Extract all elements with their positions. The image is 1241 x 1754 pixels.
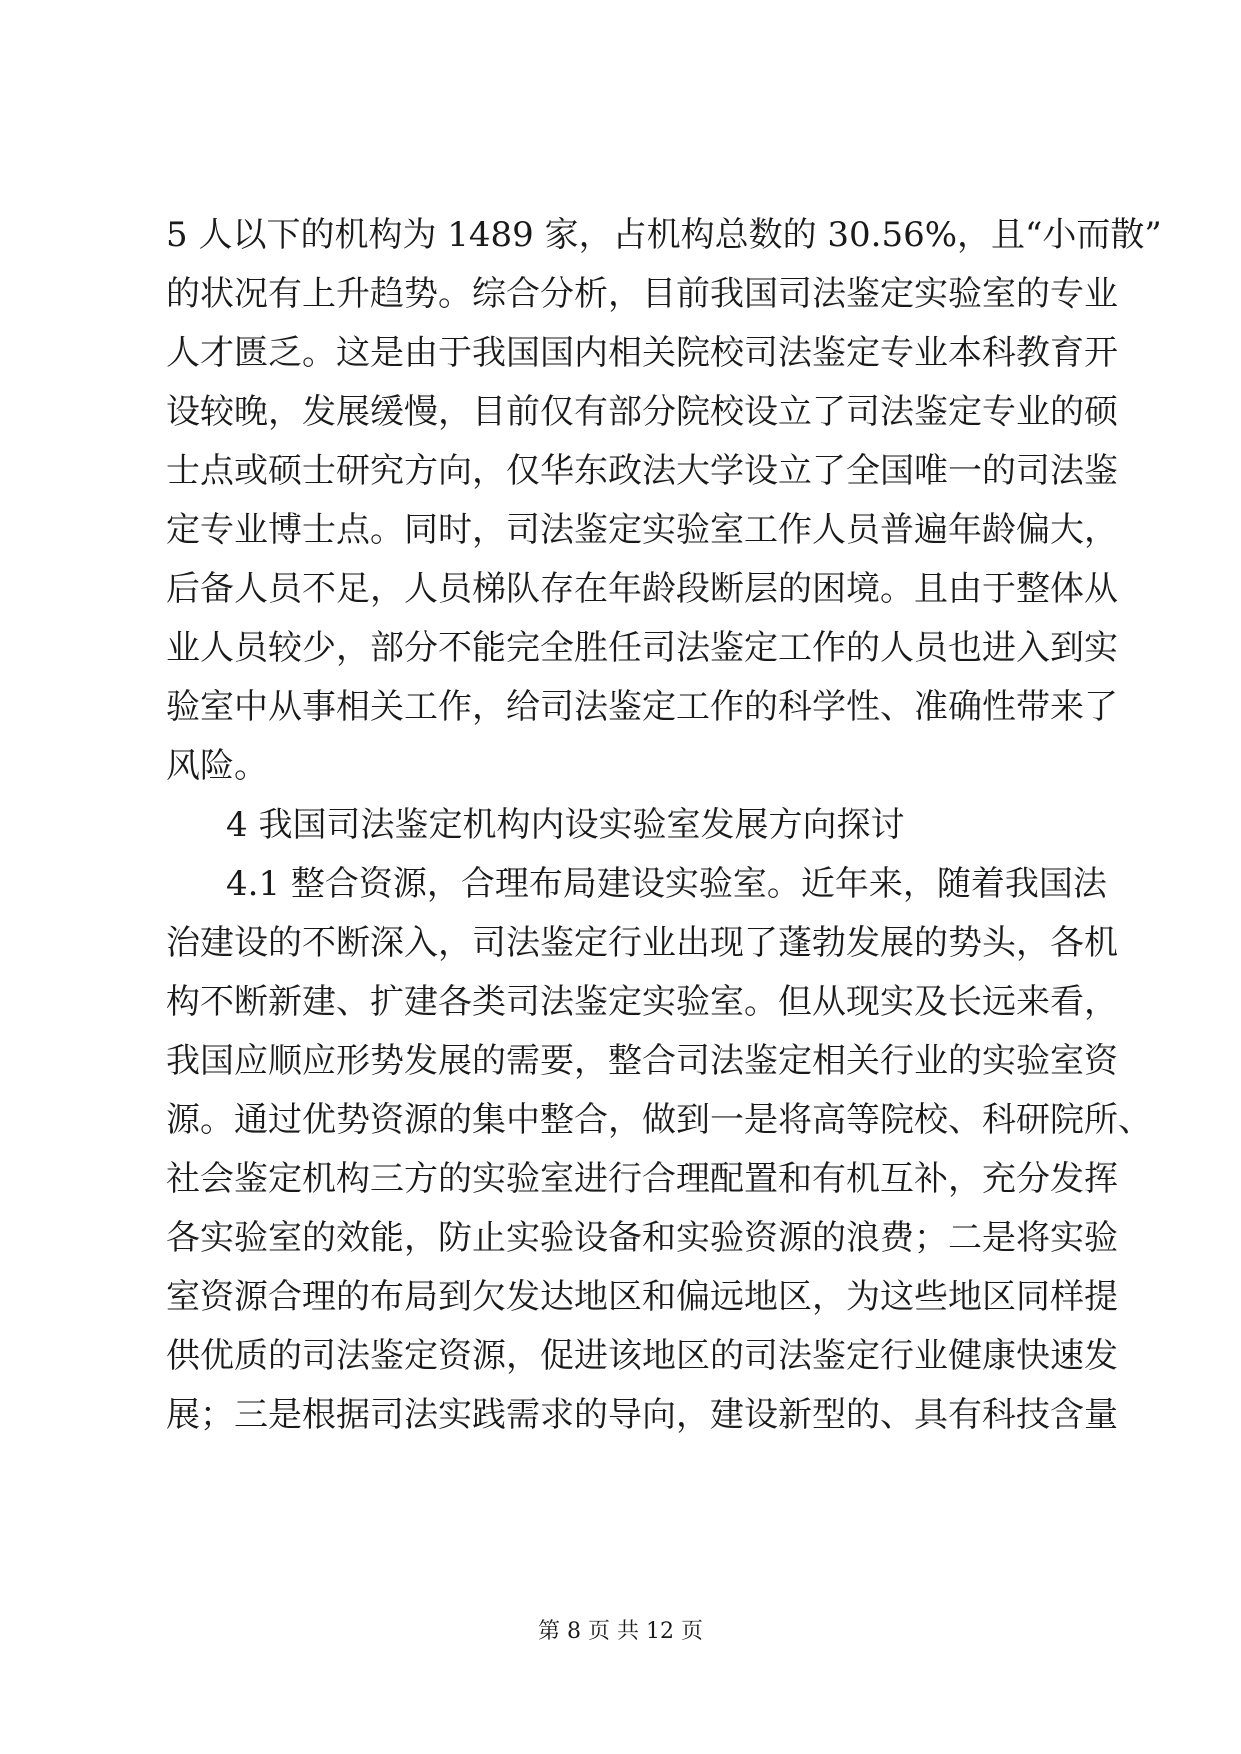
text-line: 展；三是根据司法实践需求的导向，建设新型的、具有科技含量 [166,1395,1118,1435]
text-line: 构不断新建、扩建各类司法鉴定实验室。但从现实及长远来看， [166,982,1118,1022]
text-line: 风险。 [166,746,268,786]
text-line: 社会鉴定机构三方的实验室进行合理配置和有机互补，充分发挥 [166,1159,1118,1199]
page-number-footer: 第 8 页 共 12 页 [538,1619,703,1644]
text-line: 定专业博士点。同时，司法鉴定实验室工作人员普遍年龄偏大， [166,510,1118,550]
text-line: 5 人以下的机构为 1489 家，占机构总数的 30.56%，且“小而散” [166,215,1162,255]
text-line: 治建设的不断深入，司法鉴定行业出现了蓬勃发展的势头，各机 [166,923,1118,963]
text-line: 的状况有上升趋势。综合分析，目前我国司法鉴定实验室的专业 [166,274,1118,314]
text-line: 设较晚，发展缓慢，目前仅有部分院校设立了司法鉴定专业的硕 [166,392,1118,432]
text-line: 各实验室的效能，防止实验设备和实验资源的浪费；二是将实验 [166,1218,1118,1258]
text-line: 源。通过优势资源的集中整合，做到一是将高等院校、科研院所、 [166,1100,1152,1140]
text-line: 我国应顺应形势发展的需要，整合司法鉴定相关行业的实验室资 [166,1041,1118,1081]
text-line: 后备人员不足，人员梯队存在年龄段断层的困境。且由于整体从 [166,569,1118,609]
text-line: 士点或硕士研究方向，仅华东政法大学设立了全国唯一的司法鉴 [166,451,1118,491]
text-line: 室资源合理的布局到欠发达地区和偏远地区，为这些地区同样提 [166,1277,1118,1317]
section-heading: 4 我国司法鉴定机构内设实验室发展方向探讨 [226,805,905,845]
body-text [166,206,1162,1445]
text-line: 人才匮乏。这是由于我国国内相关院校司法鉴定专业本科教育开 [166,333,1118,373]
text-line: 供优质的司法鉴定资源，促进该地区的司法鉴定行业健康快速发 [166,1336,1118,1376]
text-line: 验室中从事相关工作，给司法鉴定工作的科学性、准确性带来了 [166,687,1118,727]
text-line: 业人员较少，部分不能完全胜任司法鉴定工作的人员也进入到实 [166,628,1118,668]
subsection-first-line: 4.1 整合资源，合理布局建设实验室。近年来，随着我国法 [226,864,1107,904]
